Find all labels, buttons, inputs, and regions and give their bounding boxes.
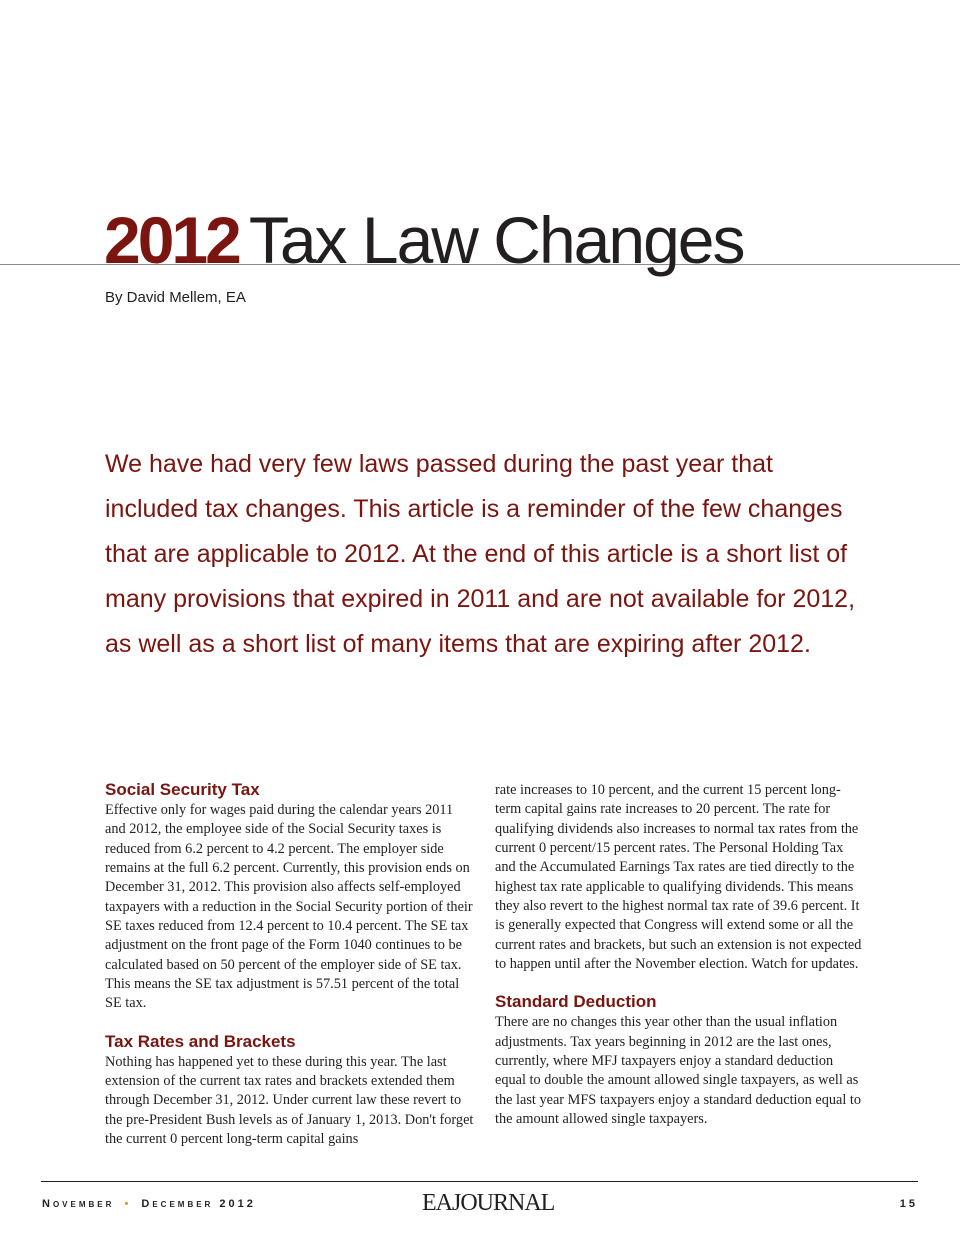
section-body-tax-rates-continued: rate increases to 10 percent, and the current 15 percent long-term capital gains rate increases to 20 percent. The rate for qualifying dividends also increases to normal tax rates from the current 0 percent/15 percent rates. The Personal Holding Tax and the Accumulated Earnings Tax rates are tied directly to the highest tax rate applicable to qualifying dividends. This means they also revert to the highest normal tax rate of 39.6 percent. It is generally expected that Congress will extend some or all the current rates and brackets, but such an extension is not expected to happen until after the November election. Watch for updates. (495, 782, 862, 973)
section-body-tax-rates: Nothing has happened yet to these during this year. The last extension of the current tax rates and brackets extended them through December 31, 2012. Under current law these revert to the pre-President Bush levels as of January 1, 2013. Don't forget the current 0 percent long-term capital gains (105, 1053, 474, 1148)
column-left (105, 779, 475, 1150)
title-text: Tax Law Changes (248, 203, 744, 277)
footer-month: November (42, 1198, 115, 1210)
footer-bullet: • (124, 1198, 132, 1210)
title-year: 2012 (104, 203, 239, 277)
section-heading-social-security: Social Security Tax (105, 780, 260, 799)
page-number: 15 (899, 1198, 918, 1210)
section-heading-standard-deduction: Standard Deduction (495, 992, 657, 1012)
footer-rule (41, 1181, 918, 1182)
section-heading-tax-rates: Tax Rates and Brackets (105, 1031, 296, 1051)
article-title (104, 200, 743, 280)
footer-month-year: December 2012 (141, 1198, 256, 1210)
byline: By David Mellem, EA (105, 289, 246, 306)
journal-logo: EAJOURNAL (422, 1190, 555, 1216)
section-body-standard-deduction: There are no changes this year other than the usual inflation adjustments. Tax years beginning in 2012 are the last ones, currently, where MFJ taxpayers enjoy a standard deduction equal to double the amount allowed single taxpayers, as well as the last year MFS taxpayers enjoy a standard deduction equal to the amount allowed single taxpayers. (495, 1014, 862, 1128)
column-right (495, 781, 865, 1130)
section-body-social-security: Effective only for wages paid during the calendar years 2011 and 2012, the employee side of the Social Security taxes is reduced from 6.2 percent to 4.2 percent. The employer side remains at the full 6.2 percent. Currently, this provision ends on December 31, 2012. This provision also affects self-employed taxpayers with a reduction in the Social Security portion of their SE taxes reduced from 12.4 percent to 10.4 percent. The SE tax adjustment on the front page of the Form 1040 continues to be calculated based on 50 percent of the employer side of SE tax. This means the SE tax adjustment is 57.51 percent of the total SE tax. (105, 802, 473, 1012)
intro-paragraph: We have had very few laws passed during the past year that included tax changes. This article is a reminder of the few changes that are applicable to 2012. At the end of this article is a short list of many provisions that expired in 2011 and are not available for 2012, as well as a short list of many items that are expiring after 2012. (105, 450, 856, 658)
footer-issue-date (42, 1198, 256, 1210)
